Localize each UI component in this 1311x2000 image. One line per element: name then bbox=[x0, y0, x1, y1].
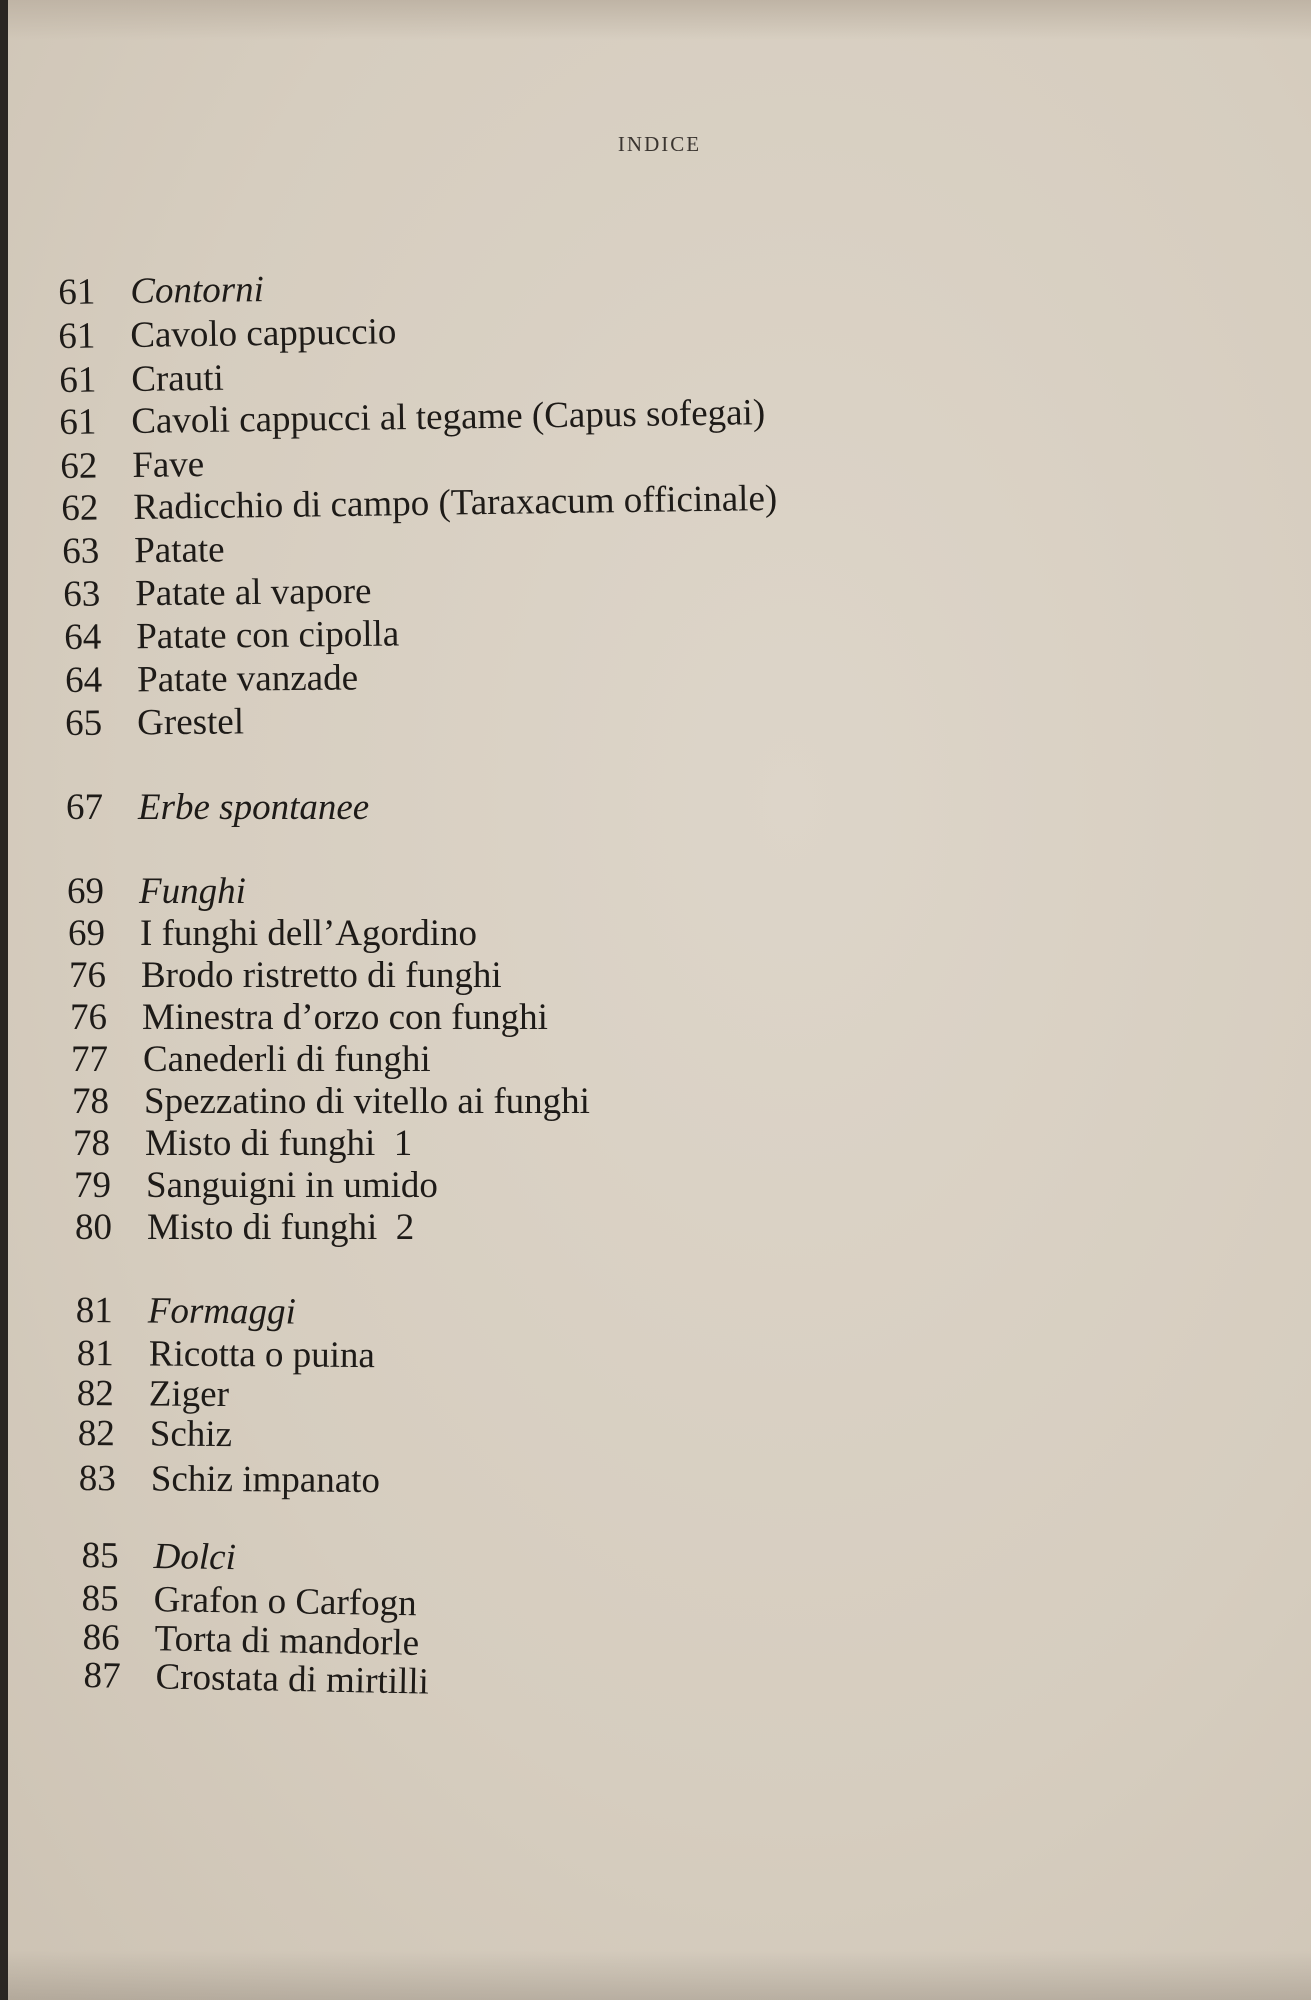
entry-title: Minestra d’orzo con funghi bbox=[142, 997, 548, 1038]
entry-title: Fave bbox=[131, 443, 205, 486]
page-number: 81 bbox=[75, 1290, 113, 1332]
entry-title: Brodo ristretto di funghi bbox=[141, 955, 502, 996]
entry-title: Ricotta o puina bbox=[148, 1333, 376, 1377]
page-number: 64 bbox=[65, 659, 103, 701]
page-number: 85 bbox=[81, 1535, 119, 1577]
page-number: 76 bbox=[70, 997, 107, 1038]
entry-title: Ziger bbox=[148, 1373, 230, 1416]
page-number: 87 bbox=[83, 1655, 121, 1697]
page-number: 67 bbox=[66, 787, 103, 828]
page-number: 63 bbox=[63, 573, 101, 615]
page-number: 61 bbox=[59, 359, 97, 401]
entry-title: Cavoli cappucci al tegame (Capus sofegai) bbox=[130, 392, 766, 442]
page-number: 62 bbox=[60, 445, 98, 487]
page-number: 79 bbox=[74, 1165, 111, 1206]
page-header: INDICE bbox=[617, 132, 702, 156]
entry-title: Misto di funghi 2 bbox=[147, 1207, 415, 1248]
page-number: 83 bbox=[78, 1458, 116, 1500]
page-number: 63 bbox=[62, 530, 100, 572]
entry-title: Canederli di funghi bbox=[143, 1039, 431, 1080]
entry-title: Torta di mandorle bbox=[154, 1618, 420, 1664]
entry-title: Crauti bbox=[130, 357, 225, 400]
entry-title: Misto di funghi 1 bbox=[145, 1123, 413, 1164]
entry-title: Patate al vapore bbox=[134, 570, 372, 615]
page-number: 69 bbox=[67, 871, 104, 912]
section-title: Contorni bbox=[129, 269, 265, 312]
page-bottom-shadow bbox=[8, 1950, 1311, 2000]
section-title: Dolci bbox=[153, 1536, 237, 1579]
page-number: 64 bbox=[64, 616, 102, 658]
page-number: 78 bbox=[73, 1123, 110, 1164]
page-number: 62 bbox=[61, 487, 99, 529]
entry-title: Sanguigni in umido bbox=[146, 1165, 438, 1206]
page-number: 61 bbox=[58, 315, 96, 357]
entry-title: Spezzatino di vitello ai funghi bbox=[144, 1081, 590, 1122]
entry-title: Schiz impanato bbox=[150, 1458, 381, 1502]
page-number: 80 bbox=[75, 1207, 112, 1248]
entry-title: Schiz bbox=[149, 1413, 233, 1456]
page-number: 65 bbox=[65, 702, 103, 744]
page-number: 61 bbox=[58, 271, 96, 313]
page-number: 82 bbox=[76, 1373, 114, 1415]
entry-title: Cavolo cappuccio bbox=[129, 311, 397, 356]
book-page bbox=[8, 0, 1311, 2000]
entry-title: Crostata di mirtilli bbox=[155, 1656, 430, 1703]
section-title: Formaggi bbox=[147, 1290, 296, 1333]
page-number: 85 bbox=[81, 1578, 119, 1620]
page-number: 77 bbox=[71, 1039, 108, 1080]
page-number: 81 bbox=[76, 1333, 114, 1375]
page-number: 76 bbox=[69, 955, 106, 996]
entry-title: Patate bbox=[133, 529, 225, 572]
page-number: 82 bbox=[77, 1413, 115, 1455]
page-number: 69 bbox=[68, 913, 105, 954]
page-top-edge bbox=[8, 0, 1311, 40]
page-number: 86 bbox=[82, 1617, 120, 1659]
entry-title: Radicchio di campo (Taraxacum officinale) bbox=[132, 478, 778, 528]
page-number: 78 bbox=[72, 1081, 109, 1122]
entry-title: Patate con cipolla bbox=[135, 613, 400, 658]
entry-title: Grafon o Carfogn bbox=[153, 1579, 417, 1625]
section-title: Funghi bbox=[139, 871, 246, 912]
entry-title: I funghi dell’Agordino bbox=[140, 913, 478, 954]
entry-title: Patate vanzade bbox=[136, 657, 359, 701]
section-title: Erbe spontanee bbox=[138, 787, 370, 828]
entry-title: Grestel bbox=[136, 701, 245, 744]
page-number: 61 bbox=[59, 401, 97, 443]
